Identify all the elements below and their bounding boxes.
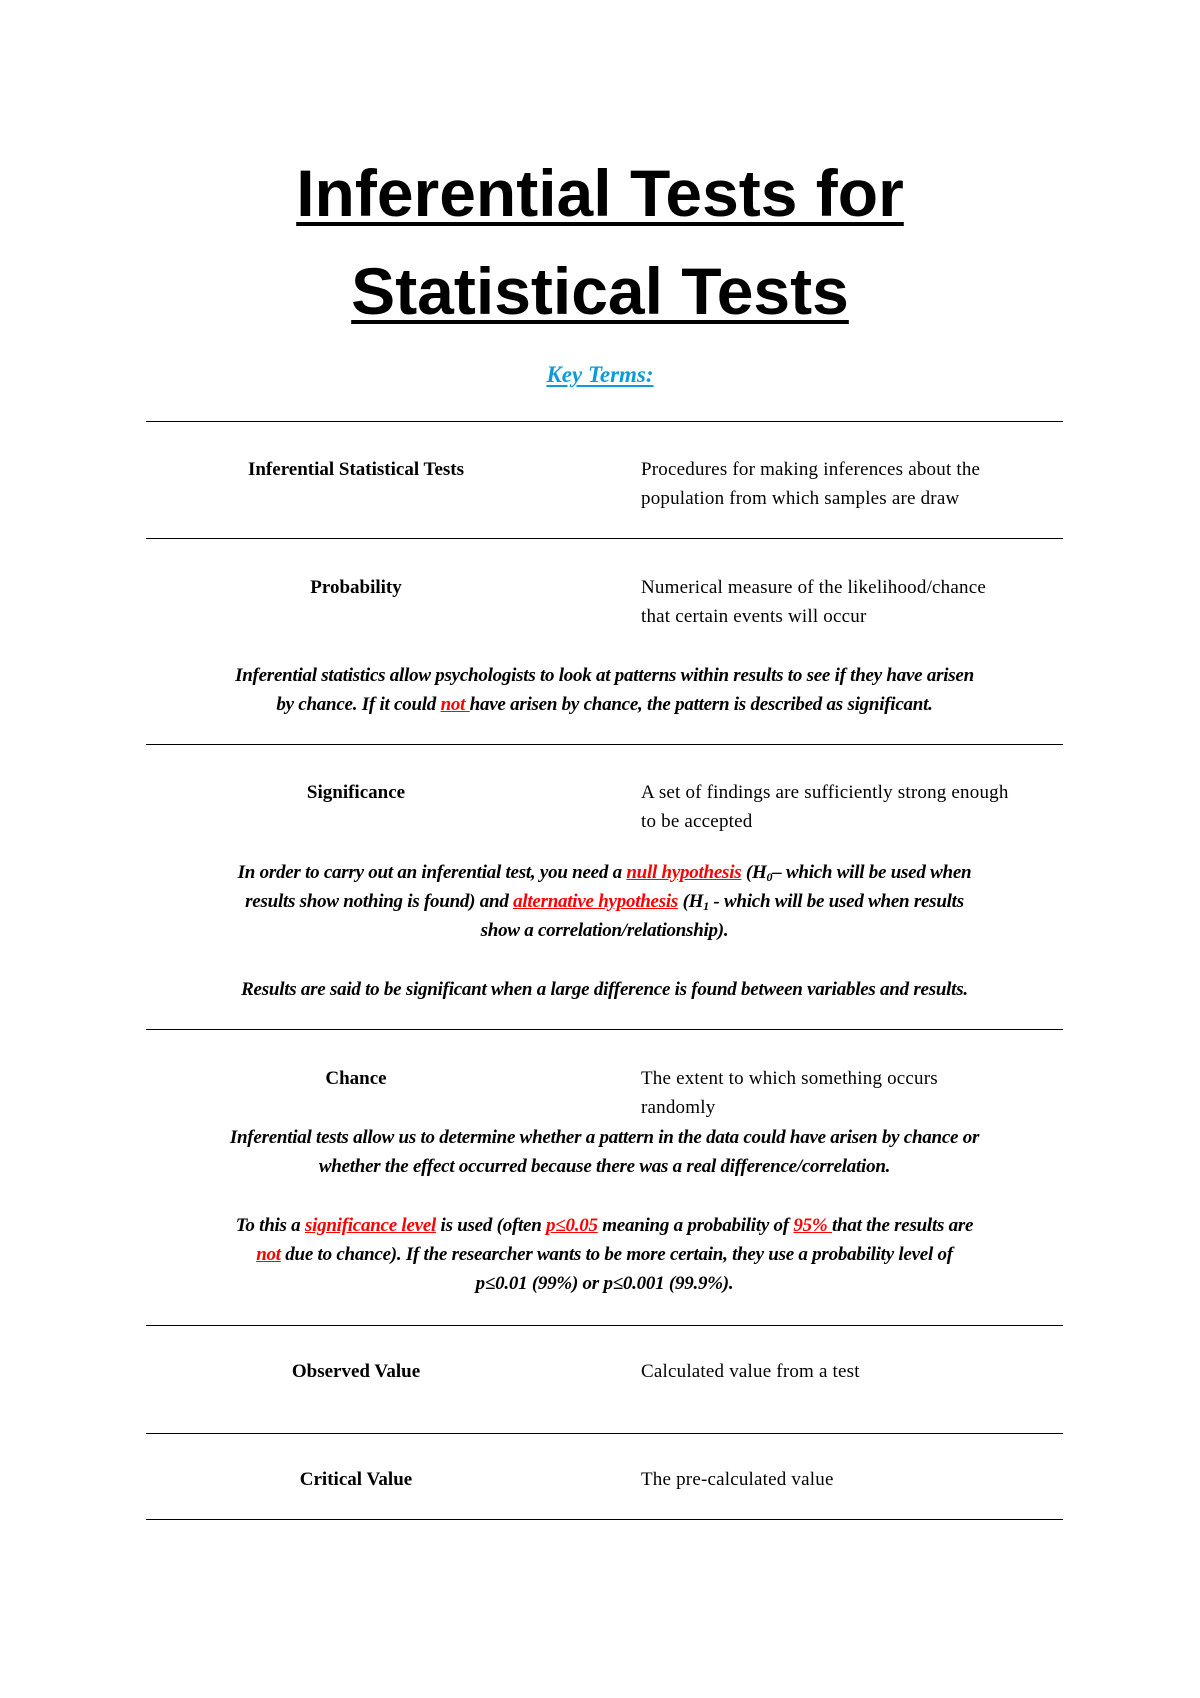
definition-line: The extent to which something occurs xyxy=(641,1068,938,1089)
definition-significance xyxy=(641,778,1071,836)
definition-line: Calculated value from a test xyxy=(641,1361,860,1382)
highlight-p-value: p≤0.05 xyxy=(546,1215,598,1236)
highlight-not: not xyxy=(440,694,470,715)
definition-line: The pre-calculated value xyxy=(641,1469,834,1490)
definition-line: that certain events will occur xyxy=(641,606,867,627)
term-critical-value: Critical Value xyxy=(299,1469,413,1490)
note-chance xyxy=(146,1123,1063,1181)
divider xyxy=(146,1519,1063,1520)
definition-line: Procedures for making inferences about the xyxy=(641,459,981,480)
key-terms-heading: Key Terms: xyxy=(546,362,654,387)
definition-line: randomly xyxy=(641,1097,716,1118)
page-title-line-1: Inferential Tests for xyxy=(296,156,904,230)
definition-chance xyxy=(641,1064,1071,1122)
note-line: not due to chance). If the researcher wants to be more certain, they use a probability level of xyxy=(256,1244,953,1265)
page-title-line-2: Statistical Tests xyxy=(351,254,849,328)
note-line: Inferential tests allow us to determine whether a pattern in the data could have arisen by chance or xyxy=(229,1127,980,1148)
definition-line: Numerical measure of the likelihood/chance xyxy=(641,577,986,598)
note-line: To this a significance level is used (often p≤0.05 meaning a probability of 95% that the results are xyxy=(235,1215,974,1236)
definition-probability xyxy=(641,573,1071,631)
definition-critical-value xyxy=(641,1465,1071,1494)
term-significance: Significance xyxy=(306,782,406,803)
note-line: Inferential statistics allow psychologists to look at patterns within results to see if they have arisen xyxy=(235,665,974,686)
note-probability xyxy=(146,661,1063,719)
term-observed-value: Observed Value xyxy=(291,1361,421,1382)
note-line: In order to carry out an inferential test, you need a null hypothesis ($H_0-$ which will be used when xyxy=(237,862,972,884)
divider xyxy=(146,538,1063,539)
note-line: by chance. If it could not have arisen by chance, the pattern is described as significant. xyxy=(276,694,933,715)
highlight-significance-level: significance level xyxy=(304,1215,437,1236)
divider xyxy=(146,1029,1063,1030)
definition-line: to be accepted xyxy=(641,811,753,832)
note-significance-level xyxy=(146,1211,1063,1298)
highlight-not: not xyxy=(256,1244,281,1265)
highlight-95-percent: 95% xyxy=(793,1215,832,1236)
note-line: p≤0.01 (99%) or p≤0.001 (99.9%). xyxy=(475,1273,734,1294)
note-line: whether the effect occurred because there was a real difference/correlation. xyxy=(318,1156,891,1177)
note-line: show a correlation/relationship). xyxy=(480,920,729,941)
highlight-null-hypothesis: null hypothesis xyxy=(626,862,742,883)
note-line: results show nothing is found) and alternative hypothesis ($H_1$ - which will be used when results xyxy=(245,891,964,913)
divider xyxy=(146,1325,1063,1326)
note-significance-definition: Results are said to be significant when a large difference is found between variables and results. xyxy=(241,979,968,1000)
highlight-alternative-hypothesis: alternative hypothesis xyxy=(513,891,679,912)
divider xyxy=(146,421,1063,422)
definition-observed-value xyxy=(641,1357,1071,1386)
term-inferential-statistical-tests: Inferential Statistical Tests xyxy=(247,459,465,480)
term-chance: Chance xyxy=(325,1068,387,1089)
divider xyxy=(146,744,1063,745)
note-significance-hypotheses xyxy=(146,858,1063,945)
definition-inferential-statistical-tests xyxy=(641,455,1071,513)
definition-line: A set of findings are sufficiently strong enough xyxy=(641,782,1009,803)
term-probability: Probability xyxy=(310,577,402,598)
divider xyxy=(146,1433,1063,1434)
definition-line: population from which samples are draw xyxy=(641,488,960,509)
